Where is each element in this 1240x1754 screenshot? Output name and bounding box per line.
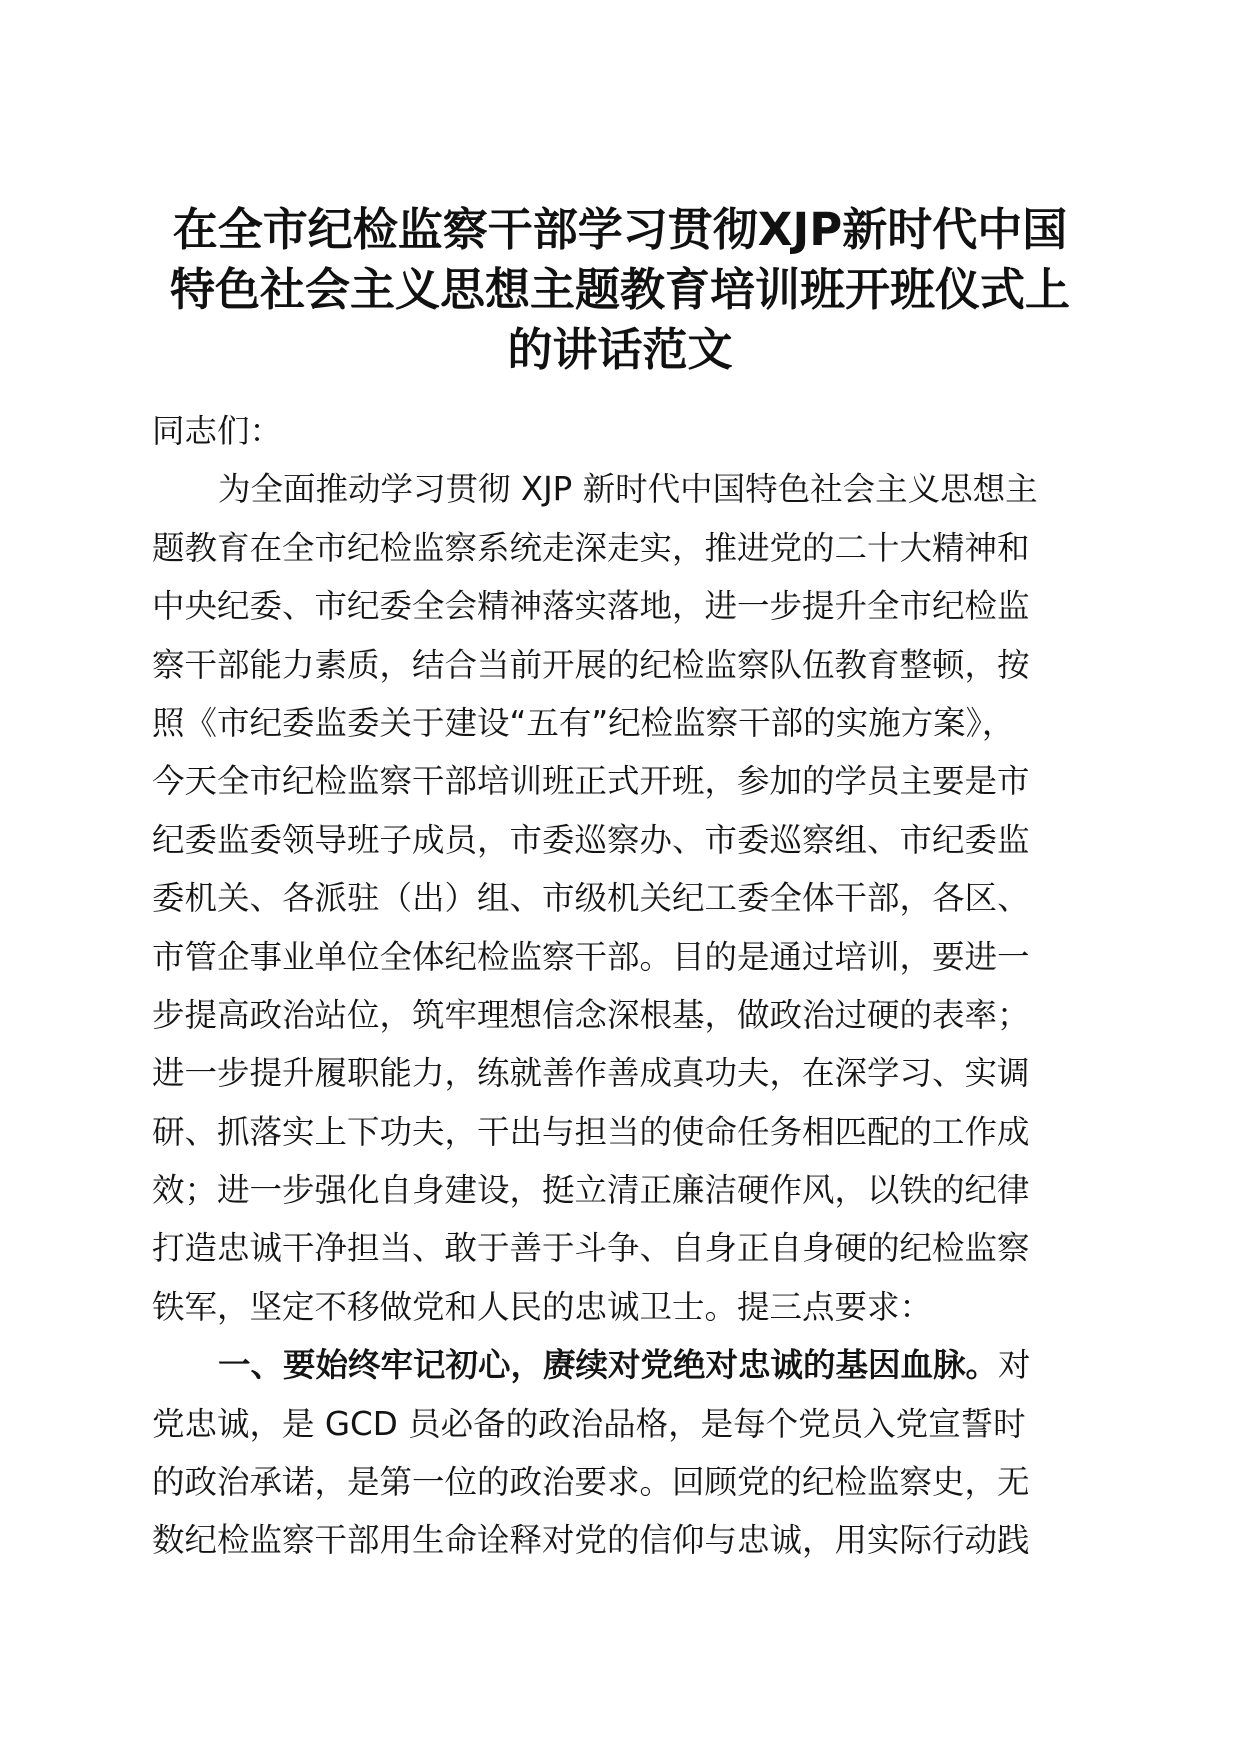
title-line: 特色社会主义思想主题教育培训班开班仪式上 — [169, 263, 1070, 316]
text-line: 市管企事业单位全体纪检监察干部。目的是通过培训，要进一 — [152, 937, 1030, 976]
text-line: 纪委监委领导班子成员，市委巡察办、市委巡察组、市纪委监 — [152, 820, 1030, 859]
section-heading-line — [152, 1336, 1092, 1394]
document-title — [150, 200, 1090, 380]
text-line: 委机关、各派驻（出）组、市级机关纪工委全体干部，各区、 — [152, 879, 1030, 918]
section-1-heading: 一、要始终牢记初心，赓续对党绝对忠诚的基因血脉。 — [218, 1346, 999, 1385]
text-line: 题教育在全市纪检监察系统走深走实，推进党的二十大精神和 — [152, 528, 1030, 567]
paragraph-intro — [152, 460, 1092, 1336]
text-line: 进一步提升履职能力，练就善作善成真功夫，在深学习、实调 — [152, 1054, 1030, 1093]
text-line: 照《市纪委监委关于建设“五有”纪检监察干部的实施方案》， — [152, 703, 1015, 742]
text-line: 打造忠诚干净担当、敢于善于斗争、自身正自身硬的纪检监察 — [152, 1229, 1030, 1268]
text-line: 中央纪委、市纪委全会精神落实落地，进一步提升全市纪检监 — [152, 587, 1030, 626]
text-line: 的政治承诺，是第一位的政治要求。回顾党的纪检监察史，无 — [152, 1463, 1030, 1502]
section-1 — [152, 1336, 1092, 1570]
salutation: 同志们： — [152, 412, 283, 450]
text-fragment: 对 — [998, 1346, 1031, 1385]
text-line: 铁军，坚定不移做党和人民的忠诚卫士。提三点要求： — [152, 1287, 933, 1326]
text-line: 步提高政治站位，筑牢理想信念深根基，做政治过硬的表率； — [152, 995, 1030, 1034]
document-body — [152, 402, 1092, 1570]
text-line: 察干部能力素质，结合当前开展的纪检监察队伍教育整顿，按 — [152, 645, 1030, 684]
text-line: 今天全市纪检监察干部培训班正式开班，参加的学员主要是市 — [152, 762, 1030, 801]
text-line: 为全面推动学习贯彻 XJP 新时代中国特色社会主义思想主 — [218, 470, 1038, 509]
text-line: 党忠诚，是 GCD 员必备的政治品格，是每个党员入党宣誓时 — [152, 1404, 1026, 1443]
title-line: 的讲话范文 — [507, 323, 733, 376]
text-line: 效；进一步强化自身建设，挺立清正廉洁硬作风，以铁的纪律 — [152, 1171, 1030, 1210]
text-line: 研、抓落实上下功夫，干出与担当的使命任务相匹配的工作成 — [152, 1112, 1030, 1151]
title-line: 在全市纪检监察干部学习贯彻XJP新时代中国 — [172, 203, 1068, 256]
text-line: 数纪检监察干部用生命诠释对党的信仰与忠诚，用实际行动践 — [152, 1521, 1030, 1560]
